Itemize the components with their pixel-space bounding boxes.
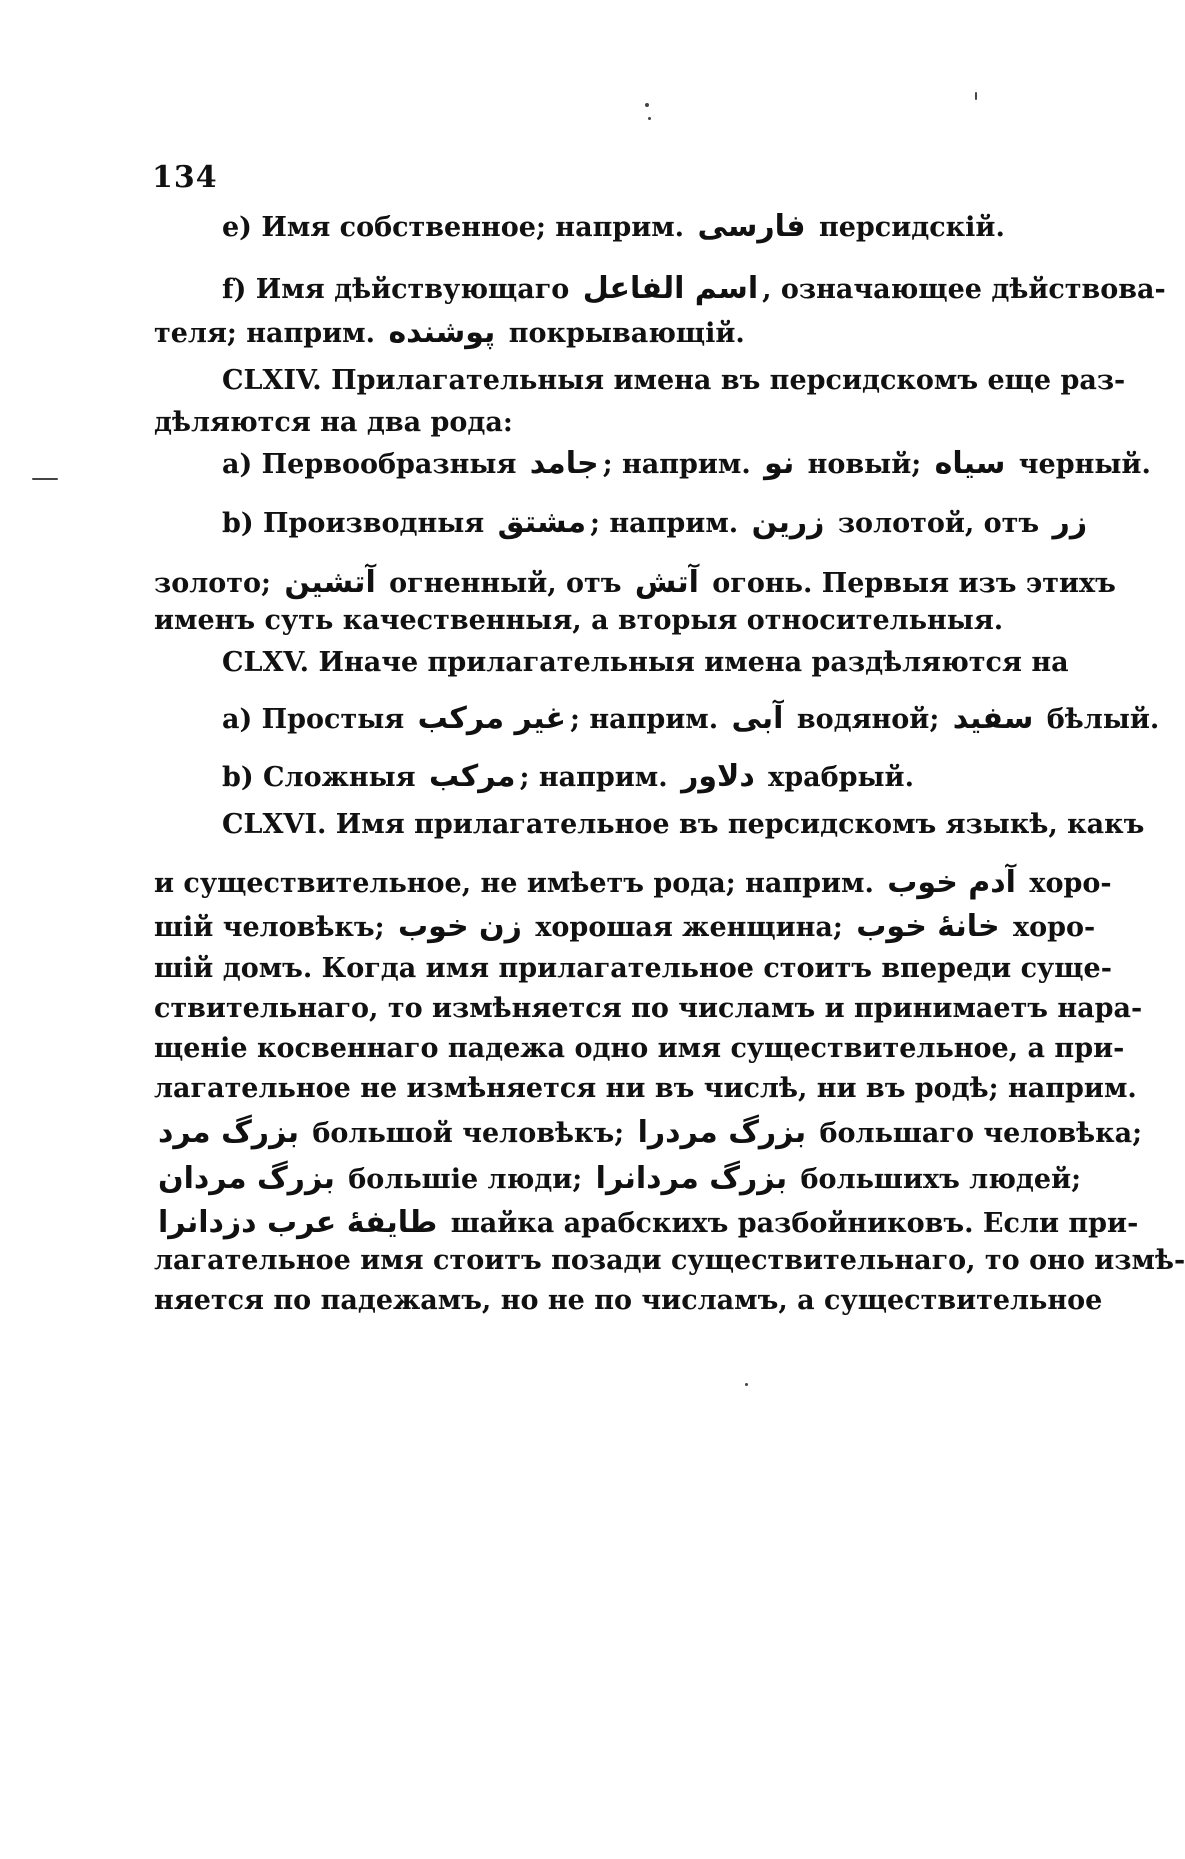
persian-word: سیاه: [934, 446, 1006, 481]
persian-word: زن خوب: [398, 909, 522, 944]
section-clxvi-line-6: щеніе косвеннаго падежа одно имя существительное, а при-: [154, 1033, 1125, 1064]
section-clxvi-line-9: بزرگ مردان большіе люди; بزرگ مردانرا большихъ людей;: [158, 1161, 1082, 1196]
section-clxvi-line-5: ствительнаго, то измѣняется по числамъ и принимаетъ нара-: [154, 993, 1143, 1024]
persian-word: مرکب: [429, 759, 516, 794]
scan-speck: [975, 92, 977, 100]
persian-word: سفید: [952, 701, 1034, 736]
item-f-line-1: f) Имя дѣйствующаго اسم الفاعل , означающее дѣйствова-: [222, 271, 1166, 306]
item-b1-line-3: именъ суть качественныя, а вторыя относительныя.: [154, 605, 1004, 636]
section-clxv-line: CLXV. Иначе прилагательныя имена раздѣляются на: [222, 647, 1069, 678]
item-e-line: e) Имя собственное; наприм. فارسی персидскій.: [222, 209, 1005, 244]
scan-speck: [745, 1383, 748, 1386]
persian-word: زر: [1052, 505, 1088, 540]
persian-word: طایفهٔ عرب دزدانرا: [158, 1205, 438, 1240]
section-clxvi-line-10: طایفهٔ عرب دزدانرا шайка арабскихъ разбойниковъ. Если при-: [158, 1205, 1139, 1240]
section-clxiv-line-1: CLXIV. Прилагательныя имена въ персидскомъ еще раз-: [222, 365, 1126, 396]
scan-speck: [645, 103, 649, 107]
persian-word: آتش: [634, 565, 699, 600]
persian-word: نو: [764, 446, 795, 481]
persian-word: آدم خوب: [887, 865, 1016, 900]
persian-word: غیر مرکب: [417, 701, 566, 736]
item-a2-line: a) Простыя غیر مرکب ; наприм. آبی водяной; سفید бѣлый.: [222, 701, 1160, 736]
section-clxvi-line-7: лагательное не измѣняется ни въ числѣ, ни въ родѣ; наприм.: [154, 1073, 1137, 1104]
persian-word: آتشین: [284, 565, 376, 600]
persian-word: جامد: [529, 446, 599, 481]
section-clxvi-line-1: CLXVI. Имя прилагательное въ персидскомъ языкѣ, какъ: [222, 809, 1145, 840]
scan-speck: [648, 117, 651, 120]
persian-word: مشتق: [497, 505, 587, 540]
section-clxvi-line-8: بزرگ مرد большой человѣкъ; بزرگ مردرا большаго человѣка;: [158, 1115, 1143, 1150]
item-a1-line: a) Первообразныя جامد ; наприм. نو новый; سیاه черный.: [222, 446, 1151, 481]
section-clxiv-line-2: дѣляются на два рода:: [154, 407, 513, 438]
section-clxvi-line-3: шій человѣкъ; زن خوب хорошая женщина; خانهٔ خوب хоро-: [154, 909, 1096, 944]
persian-word: پوشنده: [388, 315, 496, 350]
persian-word: بزرگ مردان: [158, 1161, 335, 1196]
persian-word: زرین: [751, 505, 825, 540]
section-clxvi-line-2: и существительное, не имѣетъ рода; наприм. آدم خوب хоро-: [154, 865, 1112, 900]
persian-word: اسم الفاعل: [582, 271, 759, 306]
section-clxvi-line-12: няется по падежамъ, но не по числамъ, а существительное: [154, 1285, 1103, 1316]
item-b1-line-2: золото; آتشین огненный, отъ آتش огонь. Первыя изъ этихъ: [154, 565, 1116, 600]
item-b1-line: b) Производныя مشتق ; наприм. زرین золотой, отъ زر: [222, 505, 1088, 540]
persian-word: بزرگ مردانرا: [595, 1161, 788, 1196]
persian-word: خانهٔ خوب: [856, 909, 1000, 944]
persian-word: بزرگ مردرا: [637, 1115, 807, 1150]
persian-word: بزرگ مرد: [158, 1115, 299, 1150]
scan-speck: [32, 478, 58, 480]
persian-word: آبی: [731, 701, 784, 736]
item-f-line-2: теля; наприм. پوشنده покрывающій.: [154, 315, 745, 350]
section-clxvi-line-4: шій домъ. Когда имя прилагательное стоитъ впереди суще-: [154, 953, 1112, 984]
item-b4-line: b) Сложныя مرکب ; наприм. دلاور храбрый.: [222, 759, 914, 794]
persian-word: فارسی: [697, 209, 806, 244]
persian-word: دلاور: [681, 759, 755, 794]
page-number: 134: [152, 160, 218, 195]
section-clxvi-line-11: лагательное имя стоитъ позади существительнаго, то оно измѣ-: [154, 1245, 1185, 1276]
